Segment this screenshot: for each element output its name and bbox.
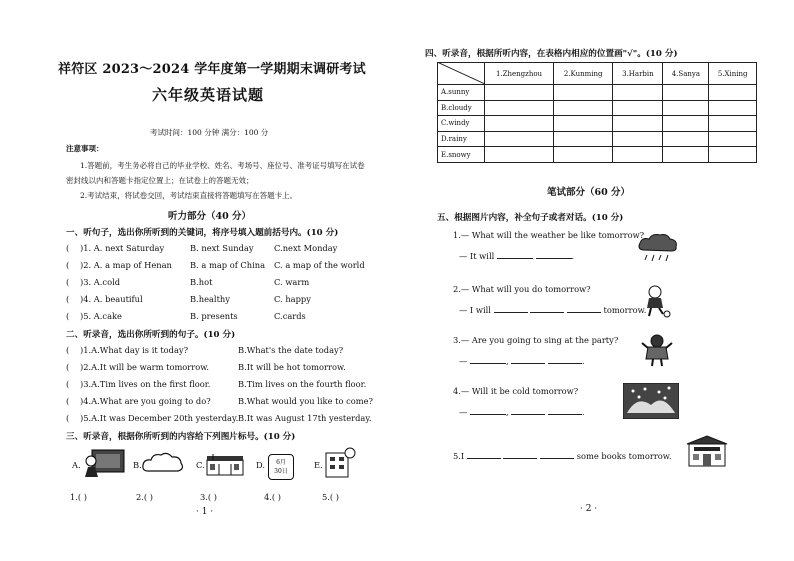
answer-cell[interactable] — [663, 85, 709, 101]
bookstore-icon — [685, 434, 729, 468]
answer-cell[interactable] — [485, 116, 554, 132]
option-b: B. a map of China — [190, 260, 266, 270]
answer-paren[interactable]: ( — [66, 294, 70, 304]
option-c: C.cards — [274, 311, 306, 321]
answer-cell[interactable] — [485, 100, 554, 116]
blank[interactable] — [540, 450, 574, 459]
answer-cell[interactable] — [709, 147, 757, 163]
writing-heading: 笔试部分（60 分） — [547, 187, 631, 198]
list-item: ( )3. A.cold — [66, 277, 121, 287]
blank[interactable] — [530, 304, 564, 313]
table-header-cell: 5.Xining — [709, 63, 757, 85]
answer-cell[interactable] — [613, 131, 663, 147]
answer-cell[interactable] — [663, 147, 709, 163]
table-header-cell: 4.Sanya — [663, 63, 709, 85]
answer-paren[interactable]: ( — [66, 345, 70, 355]
option-b: B. presents — [190, 311, 238, 321]
answer-paren[interactable]: ( — [66, 311, 70, 321]
section-5-title: 五、根据图片内容，补全句子或者对话。(10 分) — [437, 213, 624, 223]
answer-slot-2[interactable]: 2.( ) — [136, 492, 154, 502]
list-item: ( )4. A. beautiful — [66, 294, 143, 304]
weather-table — [437, 62, 757, 163]
answer-paren[interactable]: ( — [66, 396, 70, 406]
answer-cell[interactable] — [709, 131, 757, 147]
table-header-cell: 3.Harbin — [613, 63, 663, 85]
row-label: C.windy — [438, 116, 485, 132]
page-2 — [397, 0, 794, 561]
question-2: 2.— What will you do tomorrow? — [453, 284, 591, 294]
answer-cell[interactable] — [663, 100, 709, 116]
answer-cell[interactable] — [554, 100, 613, 116]
list-item: ( )4.A.What are you going to do? — [66, 396, 211, 406]
option-b: B.It was August 17th yesterday. — [238, 413, 372, 423]
blank[interactable] — [503, 450, 537, 459]
table-row — [438, 85, 757, 101]
section-2-title: 二、听录音，选出你所听到的句子。(10 分) — [66, 330, 236, 340]
answer-cell[interactable] — [709, 100, 757, 116]
answer-3-line: — , . — [459, 356, 585, 366]
option-c: C. warm — [274, 277, 310, 287]
option-b: B.healthy — [190, 294, 230, 304]
option-b: B. next Sunday — [190, 243, 254, 253]
list-item: ( )2. A. a map of Henan — [66, 260, 172, 270]
option-c: C.next Monday — [274, 243, 338, 253]
list-item: ( )2.A.It will be warm tomorrow. — [66, 362, 209, 372]
option-b: B.hot — [190, 277, 213, 287]
answer-cell[interactable] — [613, 100, 663, 116]
teacher-board-icon — [82, 449, 126, 479]
answer-slot-3[interactable]: 3.( ) — [200, 492, 218, 502]
table-row — [438, 116, 757, 132]
pic-label-e: E. — [314, 460, 323, 470]
answer-paren[interactable]: ( — [66, 277, 70, 287]
section-4-title: 四、听录音，根据所听内容，在表格内相应的位置画"√"。(10 分) — [425, 49, 678, 59]
answer-slot-1[interactable]: 1.( ) — [70, 492, 88, 502]
answer-4-line: — , . — [459, 407, 585, 417]
section-1-title: 一、听句子，选出你所听到的关键词，将序号填入题前括号内。(10 分) — [66, 228, 339, 238]
list-item: ( )5. A.cake — [66, 311, 122, 321]
answer-cell[interactable] — [554, 147, 613, 163]
question-3: 3.— Are you going to sing at the party? — [453, 335, 619, 345]
option-c: C. a map of the world — [274, 260, 365, 270]
exam-subtitle: 六年级英语试题 — [152, 86, 265, 104]
boy-football-icon — [639, 284, 673, 318]
page-number: · 1 · — [196, 507, 214, 517]
list-item: ( )3.A.Tim lives on the first floor. — [66, 379, 211, 389]
row-label: D.rainy — [438, 131, 485, 147]
blank[interactable] — [470, 355, 506, 364]
answer-slot-4[interactable]: 4.( ) — [264, 492, 282, 502]
exam-title: 祥符区 2023～2024 学年度第一学期期末调研考试 — [58, 62, 366, 77]
calendar-month: 6月 — [276, 459, 286, 466]
blank[interactable] — [548, 355, 582, 364]
list-item: ( )5.A.It was December 20th yesterday. — [66, 413, 239, 423]
table-header-cell: 1.Zhengzhou — [485, 63, 554, 85]
answer-paren[interactable]: ( — [66, 243, 70, 253]
row-label: E.snowy — [438, 147, 485, 163]
pic-label-c: C. — [196, 460, 205, 470]
answer-cell[interactable] — [613, 85, 663, 101]
option-b: B.What's the date today? — [238, 345, 344, 355]
snowy-scene-icon — [623, 383, 679, 419]
row-label: A.sunny — [438, 85, 485, 101]
answer-2-line: — I will tomorrow. — [459, 305, 647, 315]
listening-heading: 听力部分（40 分） — [168, 211, 252, 222]
table-header-row — [438, 63, 757, 85]
answer-cell[interactable] — [613, 116, 663, 132]
option-b: B.It will be hot tomorrow. — [238, 362, 346, 372]
answer-cell[interactable] — [663, 116, 709, 132]
answer-cell[interactable] — [554, 131, 613, 147]
exam-info: 考试时间：100 分钟 满分：100 分 — [150, 128, 269, 137]
answer-cell[interactable] — [709, 85, 757, 101]
question-1: 1.— What will the weather be like tomorrow? — [453, 230, 645, 240]
pic-label-d: D. — [256, 460, 265, 470]
shops-building-icon — [205, 450, 245, 478]
blank[interactable] — [497, 250, 533, 259]
calendar-icon — [268, 454, 294, 480]
list-item: ( )1.A.What day is it today? — [66, 345, 189, 355]
blank[interactable] — [470, 406, 506, 415]
answer-1-line: — It will . — [459, 251, 575, 261]
list-item: ( )1. A. next Saturday — [66, 243, 165, 253]
pic-label-a: A. — [72, 460, 81, 470]
answer-paren[interactable]: ( — [66, 379, 70, 389]
floor-building-icon — [322, 447, 356, 479]
table-row — [438, 147, 757, 163]
answer-cell[interactable] — [709, 116, 757, 132]
blank[interactable] — [548, 406, 582, 415]
section-3-title: 三、听录音，根据你所听到的内容给下列图片标号。(10 分) — [66, 432, 296, 442]
table-row — [438, 100, 757, 116]
answer-cell[interactable] — [485, 85, 554, 101]
notes-heading: 注意事项： — [66, 144, 104, 153]
table-header-cell: 2.Kunming — [554, 63, 613, 85]
answer-cell[interactable] — [663, 131, 709, 147]
calendar-day: 30日 — [274, 468, 288, 475]
answer-paren[interactable]: ( — [66, 413, 70, 423]
answer-paren[interactable]: ( — [66, 260, 70, 270]
table-corner-cell — [438, 63, 485, 85]
option-b: B.Tim lives on the fourth floor. — [238, 379, 367, 389]
blank[interactable] — [536, 250, 572, 259]
blank[interactable] — [511, 355, 545, 364]
cloud-icon — [140, 451, 186, 477]
option-b: B.What would you like to come? — [238, 396, 373, 406]
note-line: 1.答题前，考生务必将自己的毕业学校、姓名、考场号、座位号、准考证号填写在试卷 — [80, 161, 365, 170]
answer-cell[interactable] — [554, 116, 613, 132]
pic-label-b: B. — [133, 460, 142, 470]
blank[interactable] — [494, 304, 528, 313]
page-number: · 2 · — [580, 504, 598, 514]
rain-cloud-icon — [637, 232, 679, 266]
answer-paren[interactable]: ( — [66, 362, 70, 372]
question-4: 4.— Will it be cold tomorrow? — [453, 386, 579, 396]
blank[interactable] — [567, 304, 601, 313]
answer-slot-5[interactable]: 5.( ) — [322, 492, 340, 502]
note-line: 密封线以内和答题卡指定位置上；在试卷上的答题无效； — [66, 176, 254, 185]
answer-cell[interactable] — [554, 85, 613, 101]
question-5: 5.I some books tomorrow. — [453, 451, 672, 461]
girl-dancing-icon — [641, 333, 673, 367]
blank[interactable] — [511, 406, 545, 415]
row-label: B.cloudy — [438, 100, 485, 116]
note-line: 2.考试结束，将试卷交回，考试结束直接将答题填写在答题卡上。 — [80, 191, 298, 200]
blank[interactable] — [467, 450, 501, 459]
answer-cell[interactable] — [613, 147, 663, 163]
table-row — [438, 131, 757, 147]
answer-cell[interactable] — [485, 147, 554, 163]
answer-cell[interactable] — [485, 131, 554, 147]
option-c: C. happy — [274, 294, 311, 304]
